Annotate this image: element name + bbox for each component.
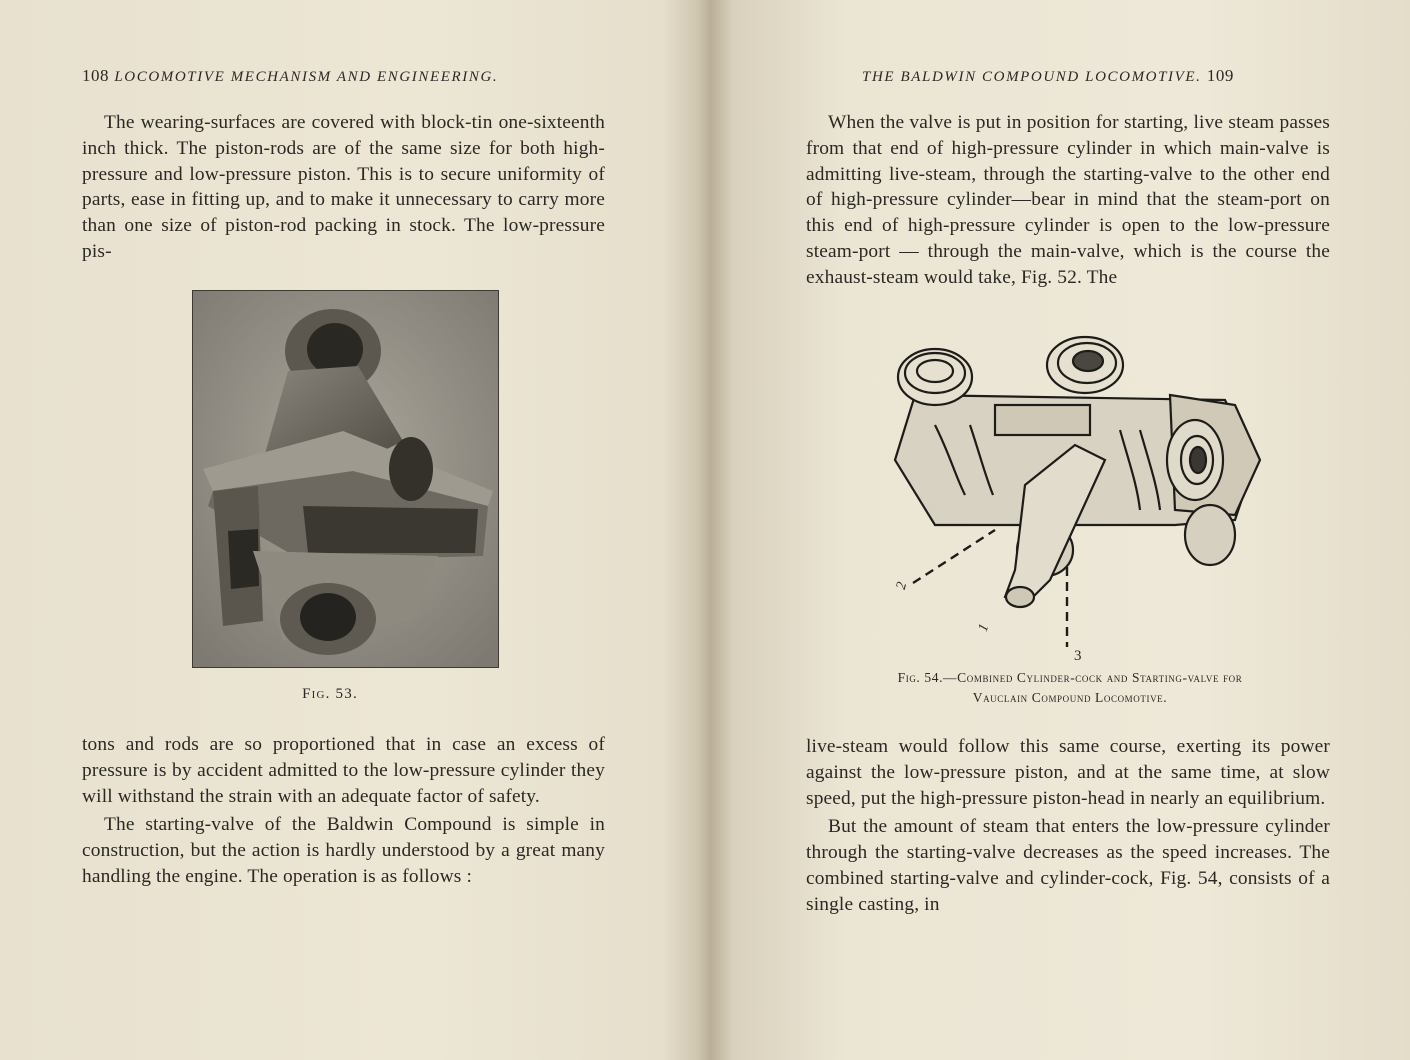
left-top-text <box>82 110 605 265</box>
fig-54-caption <box>800 668 1340 708</box>
left-running-title: LOCOMOTIVE MECHANISM AND ENGINEERING. <box>114 69 499 85</box>
paragraph: live-steam would follow this same course, exerting its power against the low-pressure piston, and at the same time, at slow speed, put the high-pressure piston-head in nearly an equilibrium. <box>806 736 1330 809</box>
paragraph: The starting-valve of the Baldwin Compound is simple in construction, but the action is hardly understood by a great many handling the engine. The operation is as follows : <box>82 814 605 887</box>
fig-54-label-2: 2 <box>893 580 911 592</box>
paragraph: The wearing-surfaces are covered with block-tin one-sixteenth inch thick. The piston-rods are of the same size for both high-pressure and low-pressure piston. This is to secure uniformity of parts, ease in fitting up, and to make it unnecessary to carry more than one size of piston-rod packing in stock. The low-pressure pis- <box>82 112 605 262</box>
right-top-text <box>806 110 1330 291</box>
right-page-number: 109 <box>1206 66 1234 85</box>
fig-54-caption-line-1: Fig. 54.—Combined Cylinder-cock and Starting-valve for <box>897 670 1243 685</box>
left-running-head <box>82 66 498 86</box>
right-running-title: THE BALDWIN COMPOUND LOCOMOTIVE. <box>862 69 1202 85</box>
paragraph: But the amount of steam that enters the low-pressure cylinder through the starting-valve decreases as the speed increases. The combined starting-valve and cylinder-cock, Fig. 54, consists of a single casting, in <box>806 816 1330 915</box>
fig-54-label-1: 1 <box>975 621 993 634</box>
right-page <box>705 0 1410 1060</box>
right-bottom-text <box>806 734 1330 918</box>
fig-53-photograph <box>192 290 499 668</box>
left-page-number: 108 <box>82 66 109 85</box>
paragraph: tons and rods are so proportioned that in case an excess of pressure is by accident admitted to the low-pressure cylinder they will withstand the strain with an adequate factor of safety. <box>82 734 605 807</box>
fig-53-caption: Fig. 53. <box>302 686 358 702</box>
fig-54-caption-line-2: Vauclain Compound Locomotive. <box>972 690 1168 705</box>
left-bottom-text <box>82 732 605 890</box>
fig-54-label-3: 3 <box>1074 648 1082 664</box>
right-running-head <box>862 66 1234 86</box>
paragraph: When the valve is put in position for starting, live steam passes from that end of high-pressure cylinder in which main-valve is admitting live-steam, through the starting-valve to the other end of high-pressure cylinder—bear in mind that the steam-port on this end of high-pressure cylinder is open to the low-pressure steam-port — through the main-valve, which is the course the exhaust-steam would take, Fig. 52. The <box>806 112 1330 288</box>
fig-54-engraving <box>875 335 1270 665</box>
